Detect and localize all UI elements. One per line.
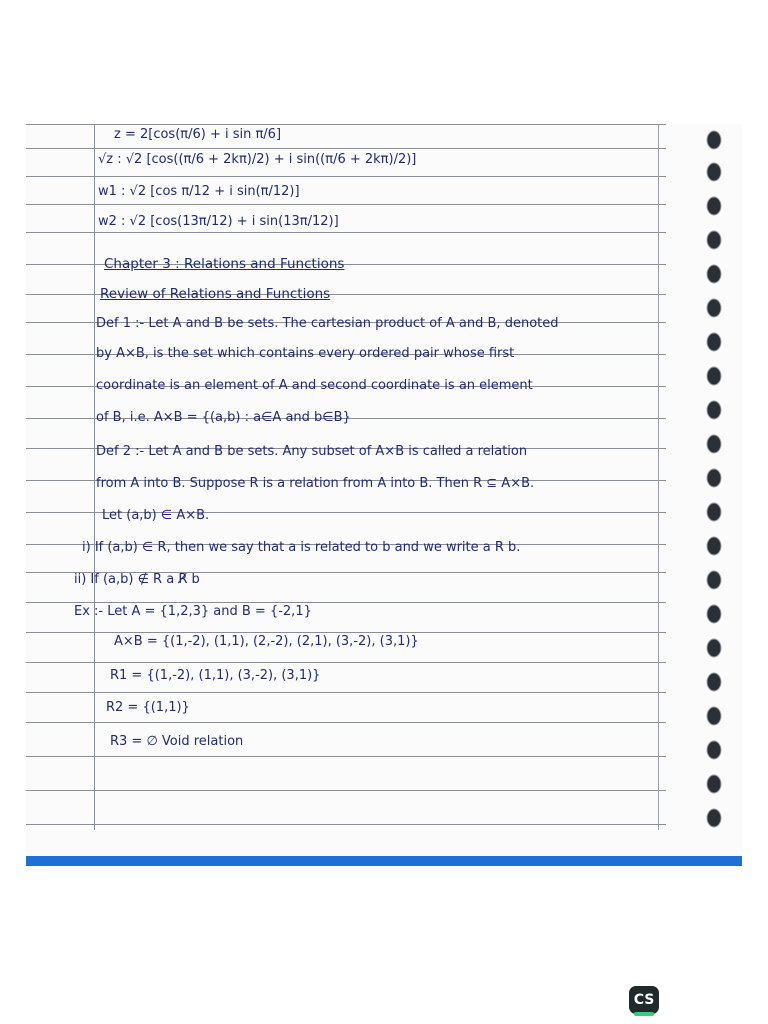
section-heading: Review of Relations and Functions: [100, 286, 331, 302]
badge-label: CS: [633, 992, 655, 1008]
def2-line-2: from A into B. Suppose R is a relation from A into B. Then R ⊆ A×B.: [96, 476, 535, 491]
text-line-w1: w1 : √2 [cos π/12 + i sin(π/12)]: [98, 184, 300, 199]
text-line-sqrt-z: √z : √2 [cos((π/6 + 2kπ)/2) + i sin((π/6 + 2kπ)/2)]: [98, 152, 417, 167]
ruled-line: [26, 722, 666, 723]
spiral-binding: [698, 124, 742, 844]
notebook-page: [26, 124, 742, 866]
chapter-heading: Chapter 3 : Relations and Functions: [104, 256, 345, 272]
r3-line: R3 = ∅ Void relation: [110, 734, 244, 749]
axb-line: A×B = {(1,-2), (1,1), (2,-2), (2,1), (3,-2), (3,1)}: [114, 634, 419, 649]
ruled-line: [26, 662, 666, 663]
scanner-app-badge: [629, 986, 659, 1014]
case-i-line: i) If (a,b) ∈ R, then we say that a is related to b and we write a R b.: [82, 540, 521, 555]
ruled-line: [26, 632, 666, 633]
ruled-line: [26, 824, 666, 825]
text-line-w2: w2 : √2 [cos(13π/12) + i sin(13π/12)]: [98, 214, 339, 229]
def2-line-3: Let (a,b) ∈ A×B.: [102, 508, 210, 523]
text-line-z: z = 2[cos(π/6) + i sin π/6]: [114, 127, 282, 142]
example-line: Ex :- Let A = {1,2,3} and B = {-2,1}: [74, 604, 312, 619]
def1-line-2: by A×B, is the set which contains every ordered pair whose first: [96, 346, 515, 361]
margin-line: [94, 124, 95, 830]
ruled-line: [26, 232, 666, 233]
ruled-line: [26, 176, 666, 177]
ruled-line: [26, 790, 666, 791]
case-ii-line: ii) If (a,b) ∉ R a R̸ b: [74, 572, 200, 587]
page-bottom-edge: [26, 856, 742, 866]
r2-line: R2 = {(1,1)}: [106, 700, 190, 715]
def2-line-1: Def 2 :- Let A and B be sets. Any subset of A×B is called a relation: [96, 444, 528, 459]
def1-line-3: coordinate is an element of A and second coordinate is an element: [96, 378, 533, 393]
def1-line-1: Def 1 :- Let A and B be sets. The cartesian product of A and B, denoted: [96, 316, 559, 331]
ruled-line: [26, 148, 666, 149]
ruled-line: [26, 756, 666, 757]
ruled-line: [26, 204, 666, 205]
ruled-line: [26, 124, 666, 125]
right-edge-line: [658, 124, 659, 830]
badge-accent-bar: [634, 1012, 654, 1016]
def1-line-4: of B, i.e. A×B = {(a,b) : a∈A and b∈B}: [96, 410, 351, 425]
r1-line: R1 = {(1,-2), (1,1), (3,-2), (3,1)}: [110, 668, 321, 683]
ruled-line: [26, 692, 666, 693]
ruled-line: [26, 602, 666, 603]
